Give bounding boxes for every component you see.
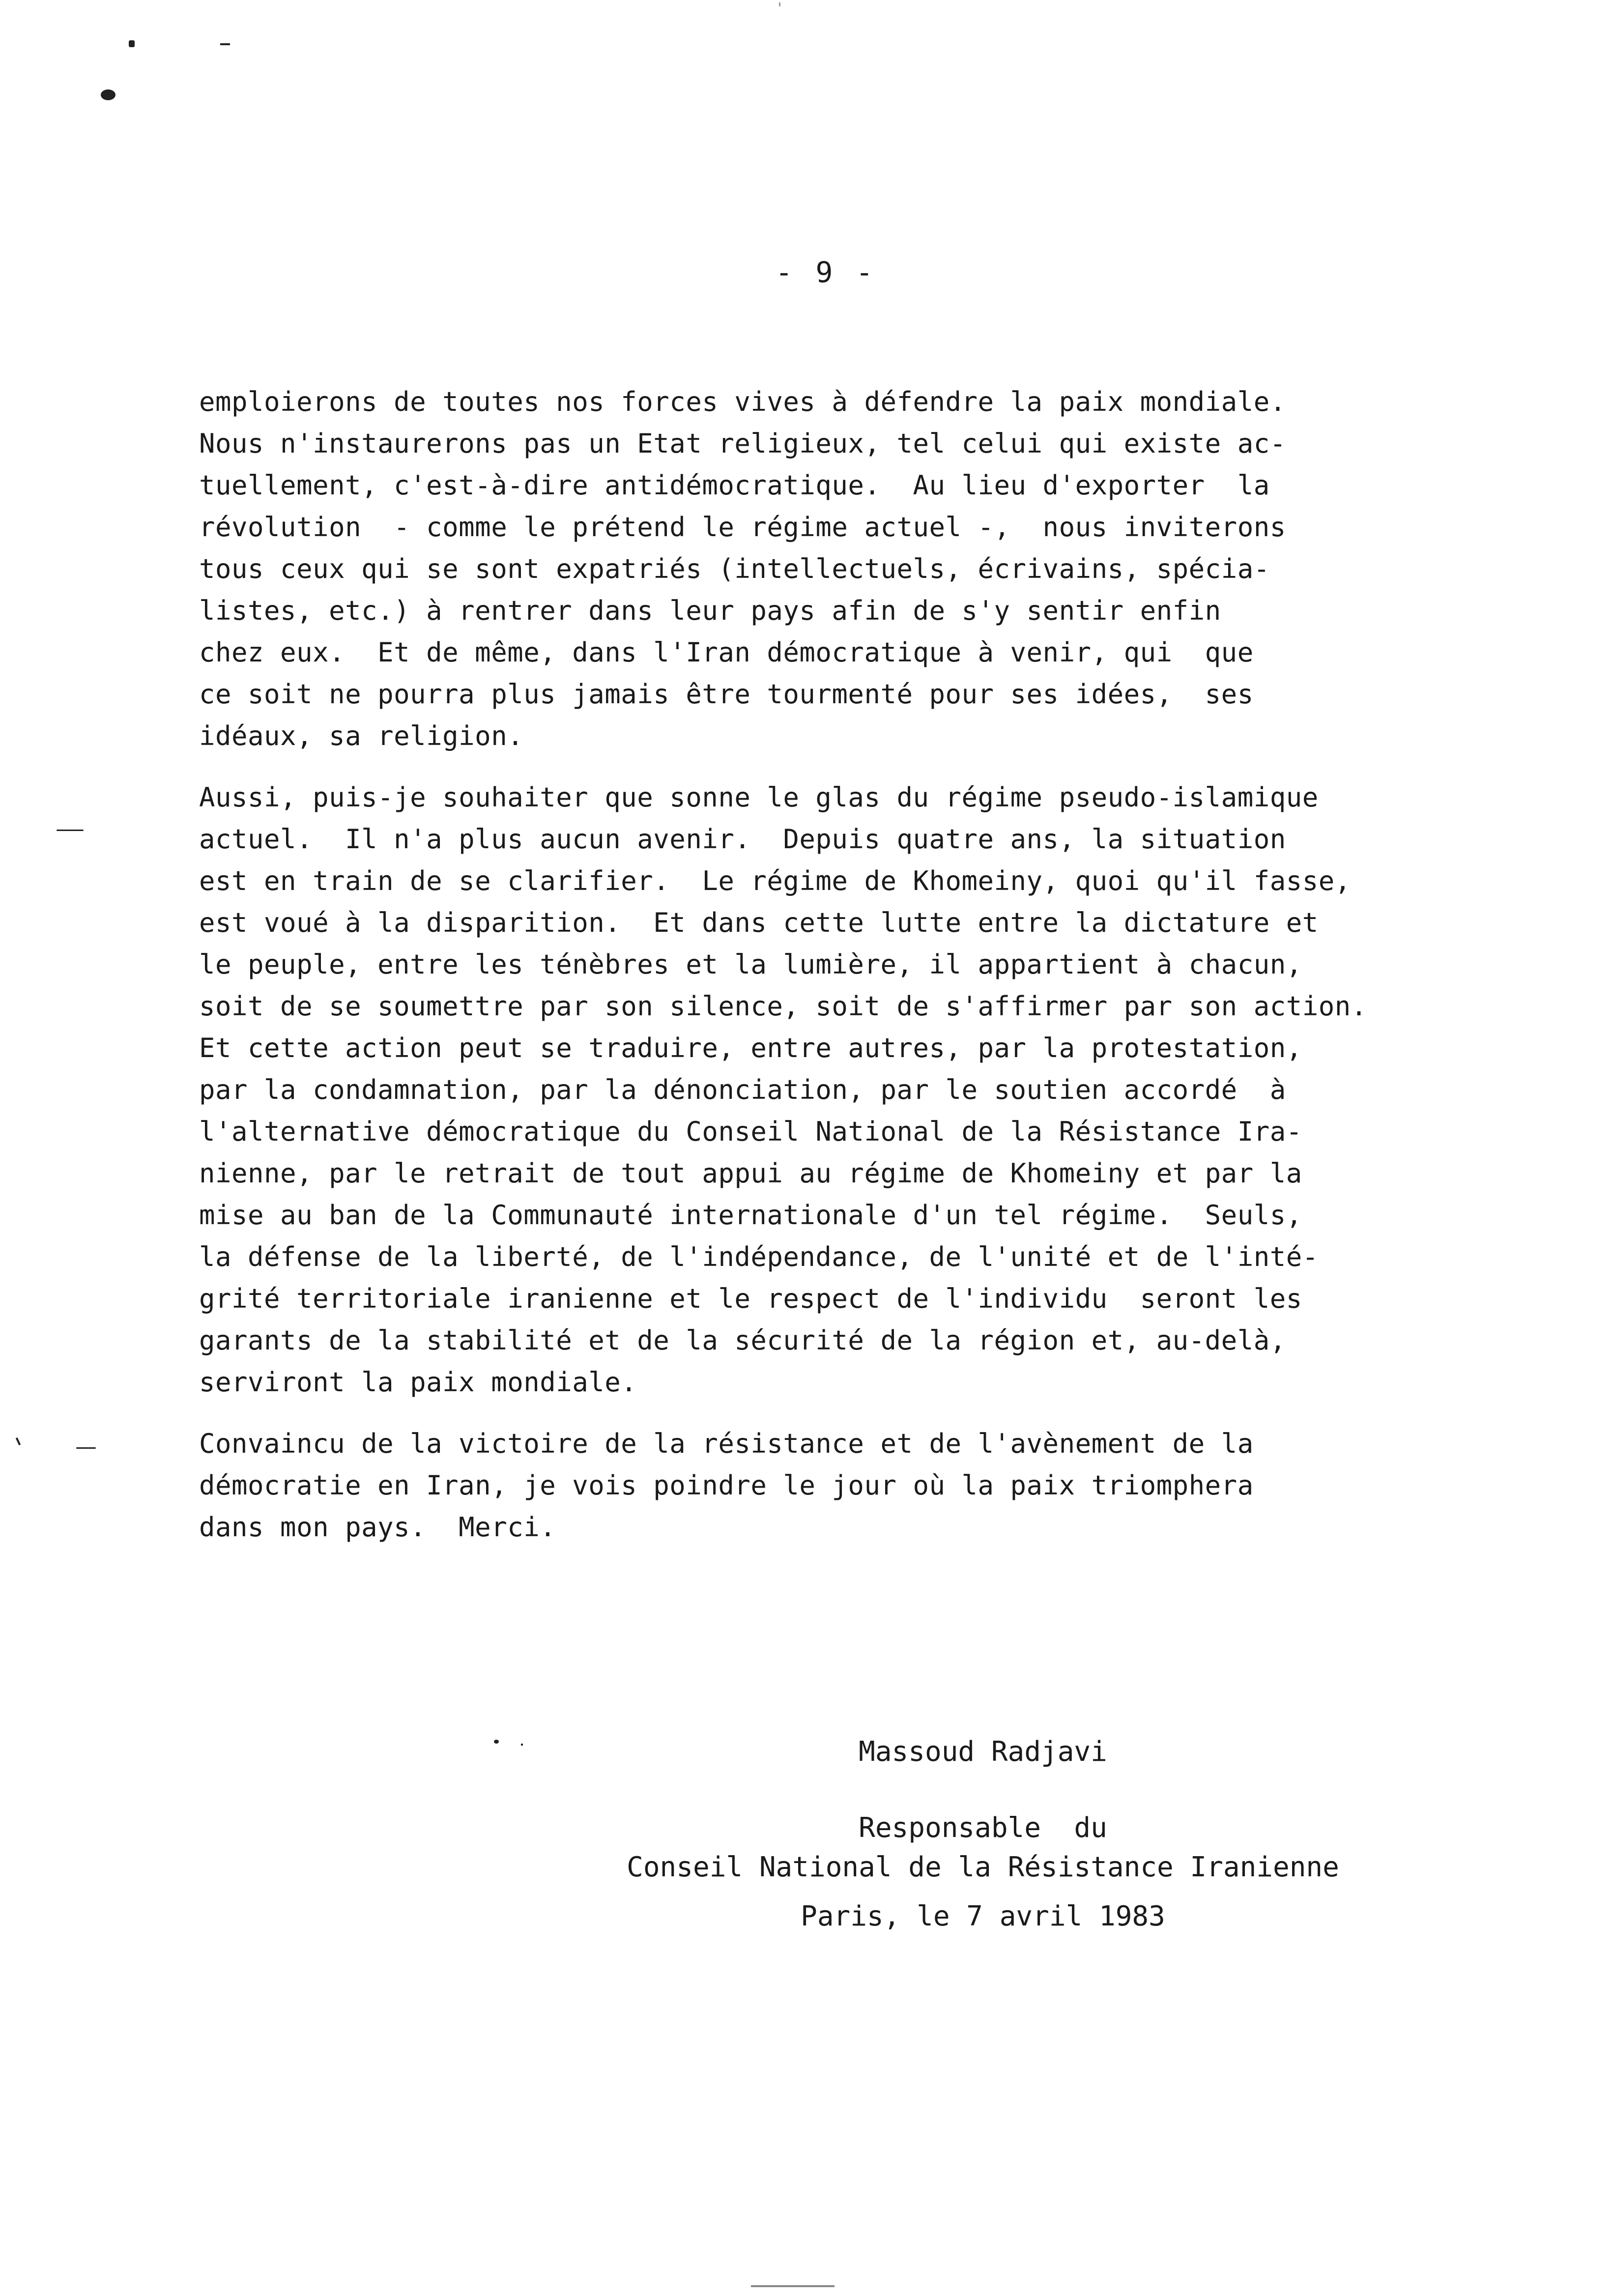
text-line: la défense de la liberté, de l'indépendance, de l'unité et de l'inté- — [199, 1241, 1319, 1272]
text-line: emploierons de toutes nos forces vives à défendre la paix mondiale. — [199, 386, 1286, 417]
text-line: Aussi, puis-je souhaiter que sonne le glas du régime pseudo-islamique — [199, 782, 1319, 813]
text-line: démocratie en Iran, je vois poindre le jour où la paix triomphera — [199, 1470, 1254, 1501]
signatory-title: Responsable du — [859, 1812, 1107, 1844]
text-line: Convaincu de la victoire de la résistance et de l'avènement de la — [199, 1428, 1254, 1459]
text-line: actuel. Il n'a plus aucun avenir. Depuis quatre ans, la situation — [199, 824, 1286, 855]
text-line: soit de se soumettre par son silence, soit de s'affirmer par son action. — [199, 991, 1367, 1022]
scan-mark — [494, 1740, 499, 1744]
text-line: chez eux. Et de même, dans l'Iran démocratique à venir, qui que — [199, 637, 1254, 668]
scan-mark — [101, 89, 115, 100]
text-line: serviront la paix mondiale. — [199, 1367, 637, 1398]
text-line: le peuple, entre les ténèbres et la lumière, il appartient à chacun, — [199, 949, 1302, 980]
text-line: garants de la stabilité et de la sécurité de la région et, au-delà, — [199, 1325, 1286, 1356]
signatory-name: Massoud Radjavi — [859, 1736, 1107, 1768]
text-line: grité territoriale iranienne et le respect de l'individu seront les — [199, 1283, 1302, 1314]
text-line: Et cette action peut se traduire, entre autres, par la protestation, — [199, 1033, 1302, 1063]
text-line: listes, etc.) à rentrer dans leur pays afin de s'y sentir enfin — [199, 595, 1221, 626]
paragraph-2 — [199, 776, 1526, 1403]
text-line: est voué à la disparition. Et dans cette lutte entre la dictature et — [199, 907, 1319, 938]
scan-mark — [76, 1447, 96, 1449]
text-line: par la condamnation, par la dénonciation, par le soutien accordé à — [199, 1074, 1286, 1105]
scan-mark — [57, 830, 84, 831]
scan-mark — [751, 2285, 835, 2287]
place-and-date: Paris, le 7 avril 1983 — [801, 1900, 1165, 1932]
scan-mark — [16, 1437, 21, 1445]
scan-mark — [521, 1744, 523, 1746]
body-text — [199, 381, 1526, 1568]
text-line: tuellement, c'est-à-dire antidémocratique. Au lieu d'exporter la — [199, 470, 1270, 501]
paragraph-1 — [199, 381, 1526, 757]
text-line: idéaux, sa religion. — [199, 720, 524, 751]
scan-mark — [220, 43, 230, 45]
scan-mark — [779, 2, 780, 6]
signatory-organization: Conseil National de la Résistance Iranienne — [627, 1851, 1339, 1883]
text-line: est en train de se clarifier. Le régime de Khomeiny, quoi qu'il fasse, — [199, 865, 1351, 896]
text-line: l'alternative démocratique du Conseil National de la Résistance Ira- — [199, 1116, 1302, 1147]
text-line: Nous n'instaurerons pas un Etat religieux, tel celui qui existe ac- — [199, 428, 1286, 459]
page-number: - 9 - — [775, 256, 876, 289]
text-line: révolution - comme le prétend le régime actuel -, nous inviterons — [199, 512, 1286, 543]
text-line: mise au ban de la Communauté internationale d'un tel régime. Seuls, — [199, 1200, 1302, 1231]
scan-mark — [129, 40, 135, 47]
text-line: tous ceux qui se sont expatriés (intellectuels, écrivains, spécia- — [199, 553, 1270, 584]
signature-block — [541, 1732, 1425, 1936]
text-line: dans mon pays. Merci. — [199, 1512, 556, 1543]
paragraph-3 — [199, 1423, 1526, 1548]
text-line: ce soit ne pourra plus jamais être tourmenté pour ses idées, ses — [199, 679, 1254, 710]
text-line: nienne, par le retrait de tout appui au régime de Khomeiny et par la — [199, 1158, 1302, 1189]
